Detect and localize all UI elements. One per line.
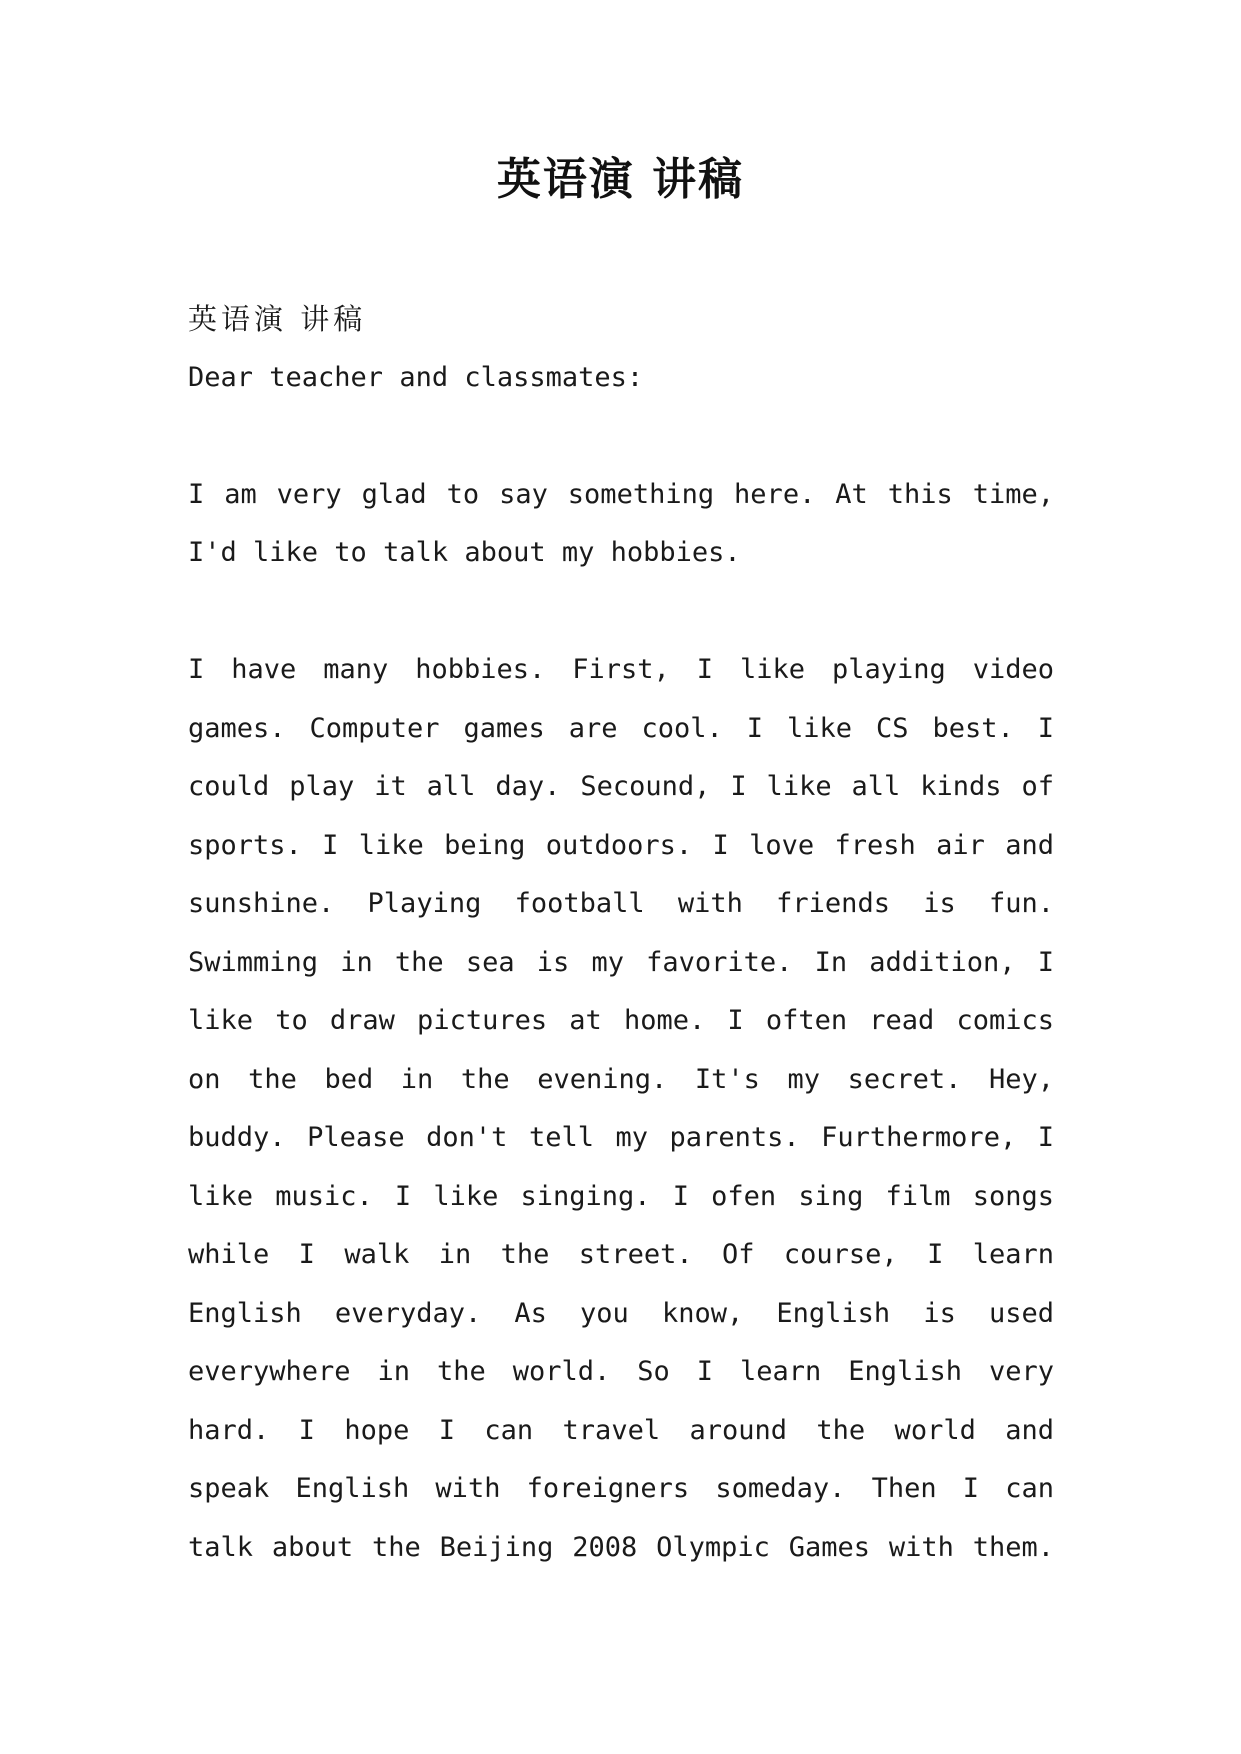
paragraph2-line: sports. I like being outdoors. I love fresh air and xyxy=(188,829,1054,861)
paragraph2-line: hard. I hope I can travel around the world and xyxy=(188,1414,1054,1446)
paragraph-spacer xyxy=(188,583,1054,642)
paragraph2-line: like to draw pictures at home. I often read comics xyxy=(188,1005,1054,1036)
document-body xyxy=(188,290,1054,1577)
paragraph1-line: I am very glad to say something here. At this time, xyxy=(188,478,1054,510)
paragraph2-line: games. Computer games are cool. I like CS best. I xyxy=(188,712,1054,744)
paragraph2-line: English everyday. As you know, English is used xyxy=(188,1297,1054,1329)
paragraph2-line: Swimming in the sea is my favorite. In addition, I xyxy=(188,946,1054,978)
paragraph2-line: could play it all day. Secound, I like all kinds of xyxy=(188,771,1054,802)
paragraph2-line: while I walk in the street. Of course, I learn xyxy=(188,1239,1054,1270)
paragraph2-line: talk about the Beijing 2008 Olympic Games with them. xyxy=(188,1531,1054,1563)
paragraph2-line: on the bed in the evening. It's my secret. Hey, xyxy=(188,1063,1054,1095)
paragraph1-line: I'd like to talk about my hobbies. xyxy=(188,537,741,568)
paragraph2-line: sunshine. Playing football with friends is fun. xyxy=(188,888,1054,919)
paragraph2-line: I have many hobbies. First, I like playing video xyxy=(188,654,1054,685)
document-subtitle: 英语演 讲稿 xyxy=(188,302,367,336)
greeting-line: Dear teacher and classmates: xyxy=(188,361,644,393)
paragraph-spacer xyxy=(188,407,1054,466)
paragraph2-line: like music. I like singing. I ofen sing film songs xyxy=(188,1180,1054,1212)
paragraph2-line: speak English with foreigners someday. Then I can xyxy=(188,1473,1054,1504)
paragraph2-line: everywhere in the world. So I learn English very xyxy=(188,1356,1054,1387)
document-title: 英语演 讲稿 xyxy=(496,154,745,205)
paragraph2-line: buddy. Please don't tell my parents. Furthermore, I xyxy=(188,1122,1054,1153)
